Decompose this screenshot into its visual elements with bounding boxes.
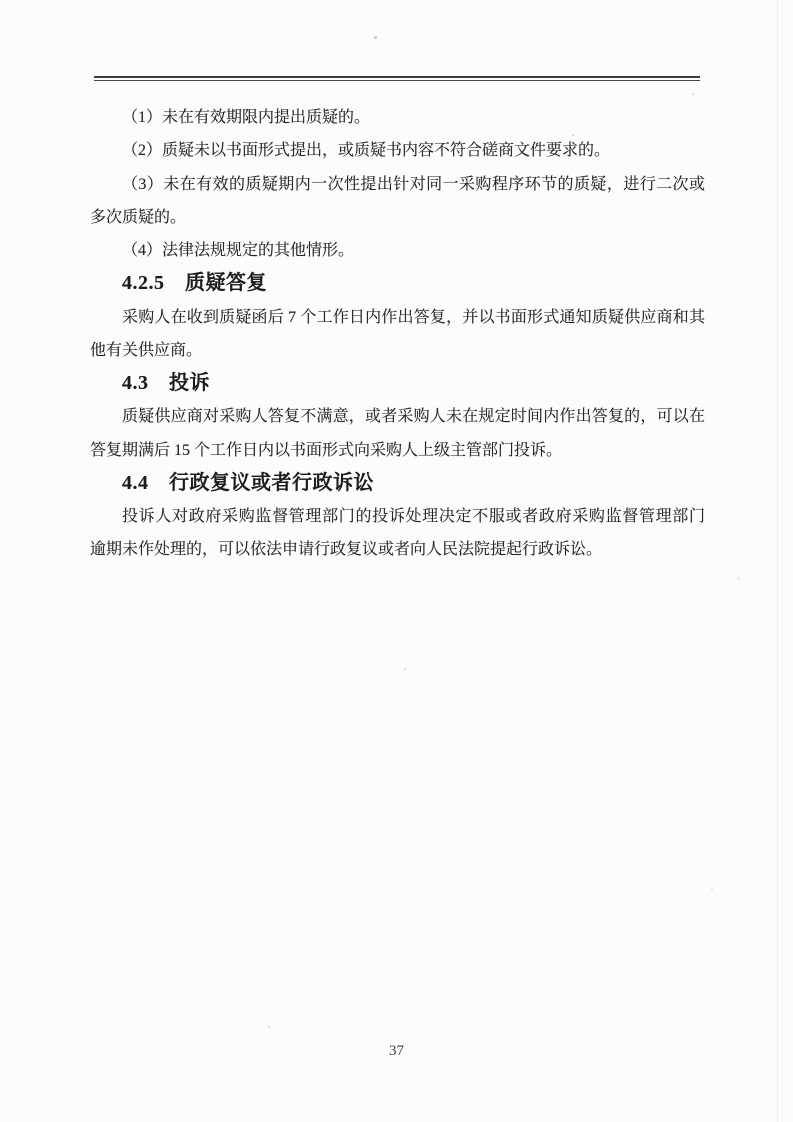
scan-speck xyxy=(737,577,740,580)
section-heading-4-3: 4.3 投诉 xyxy=(122,372,210,394)
list-item-1: （1）未在有效期限内提出质疑的。 xyxy=(122,109,371,126)
list-item-3-line-2: 多次质疑的。 xyxy=(90,208,187,226)
page-number: 37 xyxy=(389,1043,404,1059)
section-heading-4-2-5: 4.2.5 质疑答复 xyxy=(122,272,267,295)
scan-speck xyxy=(404,668,406,670)
scan-speck xyxy=(455,247,457,249)
document-body xyxy=(90,101,705,567)
para-complaint-line-2: 答复期满后 15 个工作日内以书面形式向采购人上级主管部门投诉。 xyxy=(90,441,563,459)
para-review-line-1: 投诉人对政府采购监督管理部门的投诉处理决定不服或者政府采购监督管理部门 xyxy=(122,508,705,525)
scan-speck xyxy=(268,1026,270,1028)
para-review-line-2: 逾期未作处理的，可以依法申请行政复议或者向人民法院提起行政诉讼。 xyxy=(90,541,603,559)
header-rule xyxy=(94,76,700,81)
scan-edge-line xyxy=(777,0,778,1122)
list-item-4: （4）法律法规规定的其他情形。 xyxy=(122,242,355,259)
para-reply-line-2: 他有关供应商。 xyxy=(90,341,203,359)
scan-speck xyxy=(711,889,713,891)
scan-speck xyxy=(572,134,574,136)
scan-speck xyxy=(692,93,694,95)
scan-speck xyxy=(374,36,377,39)
section-heading-4-4: 4.4 行政复议或者行政诉讼 xyxy=(122,471,374,494)
list-item-2: （2）质疑未以书面形式提出，或质疑书内容不符合磋商文件要求的。 xyxy=(122,142,611,160)
list-item-3-line-1: （3）未在有效的质疑期内一次性提出针对同一采购程序环节的质疑，进行二次或 xyxy=(122,175,705,193)
para-reply-line-1: 采购人在收到质疑函后 7 个工作日内作出答复，并以书面形式通知质疑供应商和其 xyxy=(122,308,705,326)
para-complaint-line-1: 质疑供应商对采购人答复不满意，或者采购人未在规定时间内作出答复的，可以在 xyxy=(122,408,705,426)
